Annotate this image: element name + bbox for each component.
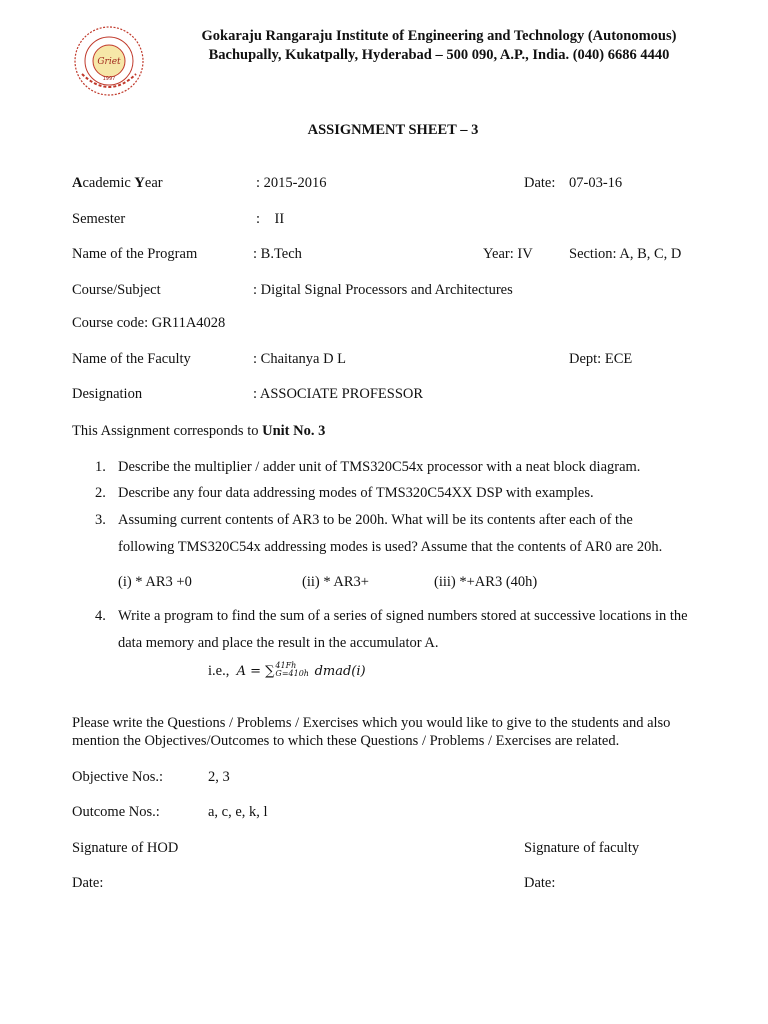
formula-lower: G=410h xyxy=(275,668,309,678)
formula-lhs: A = ∑ xyxy=(236,664,275,679)
question-number: 1. xyxy=(95,459,106,475)
designation-label: Designation xyxy=(72,386,143,402)
svg-text:Griet: Griet xyxy=(97,57,121,67)
outcome-value: a, c, e, k, l xyxy=(208,804,268,820)
date-label: Date: xyxy=(524,175,556,191)
dept-label: Dept: ECE xyxy=(569,351,633,367)
formula-rhs: dmad(i) xyxy=(314,664,366,679)
question-text: data memory and place the result in the accumulator A. xyxy=(118,635,439,651)
question-text: Assuming current contents of AR3 to be 200h. What will be its contents after each of the xyxy=(118,512,633,528)
course-value: : Digital Signal Processors and Architectures xyxy=(253,282,513,298)
signature-hod: Signature of HOD xyxy=(72,840,179,856)
q3-option-2: (ii) * AR3+ xyxy=(302,574,369,590)
objective-value: 2, 3 xyxy=(208,769,230,785)
formula-prefix: i.e., xyxy=(208,663,230,679)
section-label: Section: A, B, C, D xyxy=(569,246,682,262)
institute-name: Gokaraju Rangaraju Institute of Engineering and Technology (Autonomous) xyxy=(201,28,677,44)
date-hod: Date: xyxy=(72,875,104,891)
instruction-line: Please write the Questions / Problems / Exercises which you would like to give to the students and also xyxy=(72,715,671,731)
outcome-label: Outcome Nos.: xyxy=(72,804,160,820)
academic-year-value: : 2015-2016 xyxy=(256,175,327,191)
objective-label: Objective Nos.: xyxy=(72,769,164,785)
program-value: : B.Tech xyxy=(253,246,302,262)
instruction-line: mention the Objectives/Outcomes to which these Questions / Problems / Exercises are related. xyxy=(72,733,620,749)
question-text: Write a program to find the sum of a series of signed numbers stored at successive locations in the xyxy=(118,608,688,624)
signature-faculty: Signature of faculty xyxy=(524,840,640,856)
semester-label: Semester xyxy=(72,211,126,227)
course-code: Course code: GR11A4028 xyxy=(72,315,226,331)
date-faculty: Date: xyxy=(524,875,556,891)
question-text: Describe any four data addressing modes of TMS320C54XX DSP with examples. xyxy=(118,485,594,501)
question-text: Describe the multiplier / adder unit of TMS320C54x processor with a neat block diagram. xyxy=(118,459,641,475)
program-label: Name of the Program xyxy=(72,246,198,262)
institute-address: Bachupally, Kukatpally, Hyderabad – 500 090, A.P., India. (040) 6686 4440 xyxy=(208,47,670,63)
semester-value: : II xyxy=(256,211,285,227)
q3-option-3: (iii) *+AR3 (40h) xyxy=(434,574,538,590)
date-value: 07-03-16 xyxy=(569,175,623,191)
faculty-value: : Chaitanya D L xyxy=(253,351,347,367)
question-number: 3. xyxy=(95,512,106,528)
formula-upper: 41Fh xyxy=(275,660,297,670)
question-number: 2. xyxy=(95,485,106,501)
faculty-label: Name of the Faculty xyxy=(72,351,191,367)
designation-value: : ASSOCIATE PROFESSOR xyxy=(253,386,424,402)
svg-text:1997: 1997 xyxy=(102,76,116,82)
year-label: Year: IV xyxy=(483,246,533,262)
question-text: following TMS320C54x addressing modes is used? Assume that the contents of AR0 are 20h. xyxy=(118,539,663,555)
page-title: ASSIGNMENT SHEET – 3 xyxy=(307,122,479,138)
course-label: Course/Subject xyxy=(72,282,161,298)
q3-option-1: (i) * AR3 +0 xyxy=(118,574,192,590)
question-number: 4. xyxy=(95,608,106,624)
q4-formula xyxy=(208,660,366,680)
unit-line: This Assignment corresponds to Unit No. 3 xyxy=(72,423,326,439)
academic-year-label: Academic Year xyxy=(72,175,163,191)
